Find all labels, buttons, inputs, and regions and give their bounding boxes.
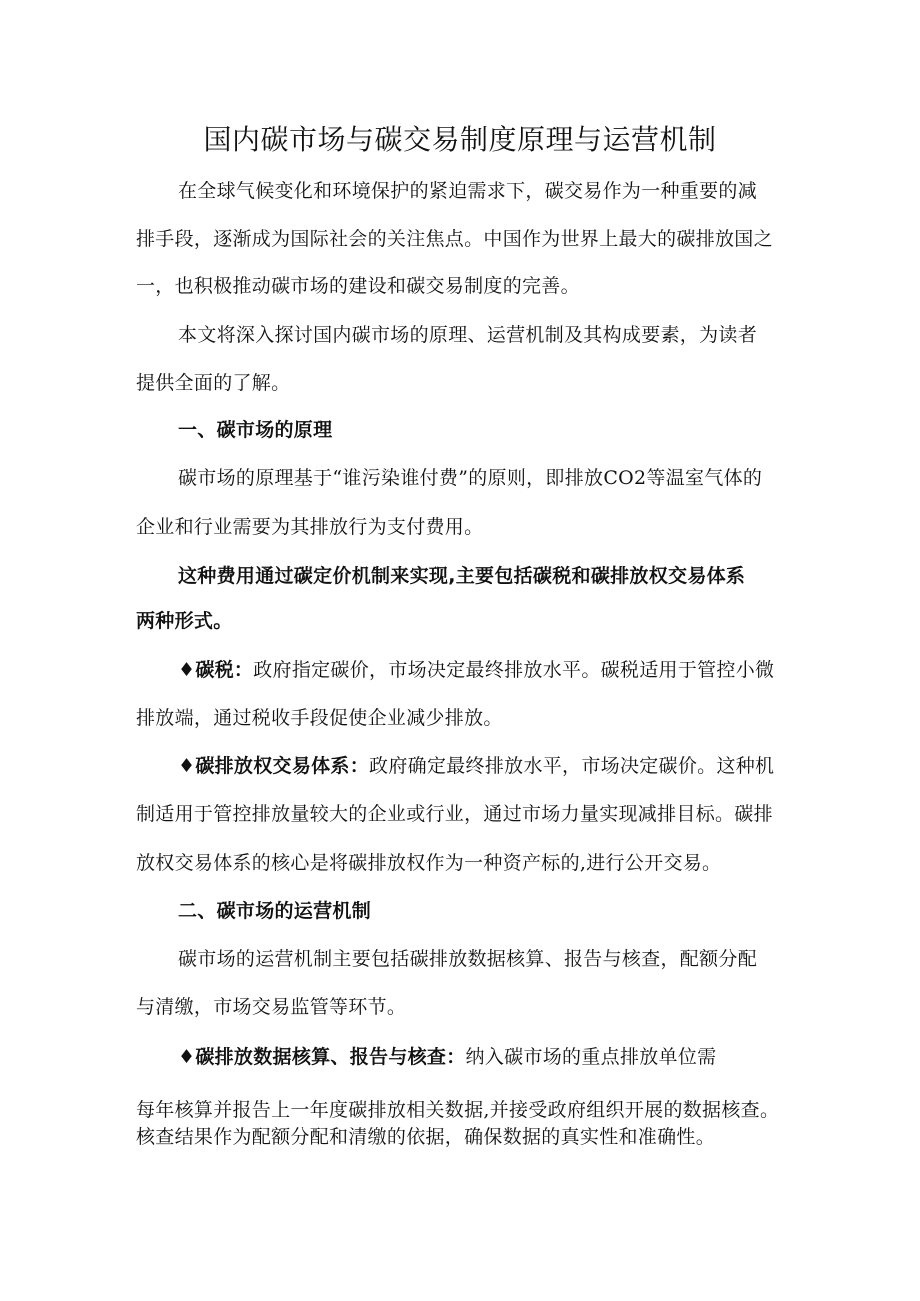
carbon-tax-label: ♦碳税： [178, 659, 254, 681]
section1-p1-line-1: 碳市场的原理基于“谁污染谁付费”的原则，即排放CO2等温室气体的 [178, 467, 763, 489]
section2-p1-line-1: 碳市场的运营机制主要包括碳排放数据核算、报告与核查，配额分配 [178, 948, 758, 970]
ets-line-3: 放权交易体系的核心是将碳排放权作为一种资产标的,进行公开交易。 [136, 852, 722, 874]
intro-line-2: 排手段，逐渐成为国际社会的关注焦点。中国作为世界上最大的碳排放国之 [136, 228, 773, 250]
mrv-line-1 [178, 1042, 716, 1069]
purpose-line-2: 提供全面的了解。 [136, 372, 291, 394]
section2-heading: 二、碳市场的运营机制 [178, 900, 372, 922]
mrv-line-3: 核查结果作为配额分配和清缴的依据，确保数据的真实性和准确性。 [136, 1126, 716, 1148]
carbon-tax-line-2: 排放端，通过税收手段促使企业减少排放。 [136, 707, 503, 729]
section2-p1-line-2: 与清缴，市场交易监管等环节。 [136, 996, 407, 1018]
carbon-tax-text: 政府指定碳价，市场决定最终排放水平。碳税适用于管控小微 [253, 659, 775, 681]
carbon-tax-line-1 [178, 655, 774, 682]
intro-line-3: 一，也积极推动碳市场的建设和碳交易制度的完善。 [136, 275, 580, 297]
ets-line-1 [178, 751, 774, 778]
section1-p2-line-1: 这种费用通过碳定价机制来实现,主要包括碳税和碳排放权交易体系 [178, 565, 746, 587]
intro-line-1: 在全球气候变化和环境保护的紧迫需求下，碳交易作为一种重要的减 [178, 180, 758, 202]
mrv-text: 纳入碳市场的重点排放单位需 [465, 1046, 717, 1068]
ets-label: ♦碳排放权交易体系： [178, 755, 370, 777]
ets-text: 政府确定最终排放水平，市场决定碳价。这种机 [369, 755, 775, 777]
section1-heading: 一、碳市场的原理 [178, 419, 333, 441]
section1-p2-line-2: 两种形式。 [136, 610, 233, 632]
mrv-label: ♦碳排放数据核算、报告与核查： [178, 1046, 466, 1068]
page-title: 国内碳市场与碳交易制度原理与运营机制 [203, 123, 717, 156]
ets-line-2: 制适用于管控排放量较大的企业或行业，通过市场力量实现减排目标。碳排 [136, 803, 773, 825]
section1-p1-line-2: 企业和行业需要为其排放行为支付费用。 [136, 516, 484, 538]
mrv-line-2: 每年核算并报告上一年度碳排放相关数据,并接受政府组织开展的数据核查。 [136, 1099, 780, 1121]
purpose-line-1: 本文将深入探讨国内碳市场的原理、运营机制及其构成要素，为读者 [178, 324, 758, 346]
